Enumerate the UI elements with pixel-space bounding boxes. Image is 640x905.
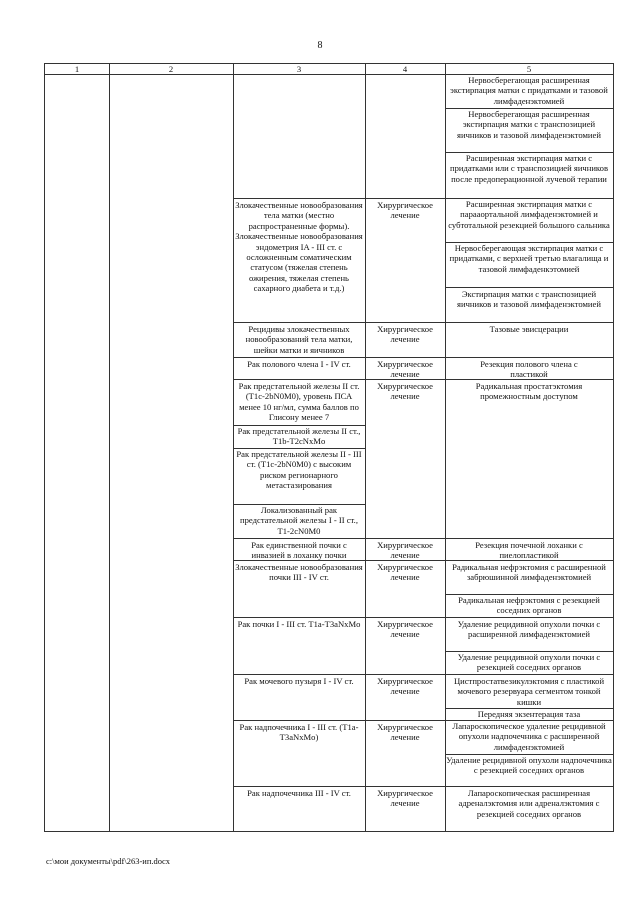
diagnosis-cell: Рак почки I - III ст. T1a-T3aNxMo: [237, 619, 361, 629]
document-path: c:\мои документы\pdf\263-ип.docx: [46, 856, 171, 866]
procedure-cell: Резекция почечной лоханки с пиелопластикой: [475, 540, 583, 561]
treatment-type-cell: Хирургическое лечение: [377, 788, 433, 809]
treatment-type-cell: Хирургическое лечение: [377, 200, 433, 221]
treatment-type-cell: Хирургическое лечение: [377, 676, 433, 697]
treatment-table: [44, 63, 614, 832]
diagnosis-cell: Рак полового члена I - IV ст.: [247, 359, 351, 369]
procedure-cell: Передняя экзентерация таза: [477, 709, 581, 719]
diagnosis-cell: Рак мочевого пузыря I - IV ст.: [244, 676, 354, 686]
row-divider: [233, 357, 613, 358]
row-divider: [233, 322, 613, 323]
procedure-cell: Расширенная экстирпация матки с придатками или с транспозицией яичников после предоперационной лучевой терапии: [449, 153, 609, 184]
procedure-cell: Нервосберегающая расширенная экстирпация матки с придатками и тазовой лимфаденэктомией: [450, 75, 608, 106]
diagnosis-cell: Рак предстательной железы II ст. (T1c-2bN0M0), уровень ПСА менее 10 нг/мл, сумма баллов по Глисону менее 7: [238, 381, 360, 423]
procedure-cell: Нервосберегающая экстирпация матки с придатками, с верхней третью влагалища и тазовой лимфаденкэтомией: [449, 243, 609, 274]
treatment-type-cell: Хирургическое лечение: [377, 619, 433, 640]
diagnosis-cell: Рак единственной почки с инвазией в лоханку почки: [251, 540, 347, 561]
treatment-type-cell: Хирургическое лечение: [377, 324, 433, 345]
diagnosis-cell: Локализованный рак предстательной железы I - II ст., T1-2cN0M0: [240, 505, 358, 536]
diagnosis-cell: Рак предстательной железы II ст., T1b-T2cNxMo: [237, 426, 361, 447]
procedure-cell: Радикальная простатэктомия промежностным доступом: [475, 381, 583, 402]
treatment-type-cell: Хирургическое лечение: [377, 562, 433, 583]
procedure-cell: Расширенная экстирпация матки с парааортальной лимфаденэктомией и субтотальной резекцией большого сальника: [448, 199, 610, 230]
diagnosis-cell: Рак надпочечника III - IV ст.: [247, 788, 351, 798]
procedure-cell: Лапароскопическая расширенная адреналэктомия или адреналэктомия с резекцией соседних органов: [458, 788, 600, 819]
treatment-type-cell: Хирургическое лечение: [377, 359, 433, 380]
procedure-cell: Лапароскопическое удаление рецидивной опухоли надпочечника с расширенной лимфаденэктомией: [452, 721, 606, 752]
row-divider: [233, 786, 613, 787]
column-divider: [365, 64, 366, 831]
column-header-5: 5: [526, 64, 532, 74]
column-header-2: 2: [168, 64, 174, 74]
procedure-cell: Резекция полового члена с пластикой: [480, 359, 578, 380]
procedure-cell: Цистпростатвезикулэктомия с пластикой мочевого резервуара сегментом тонкой кишки: [453, 676, 605, 707]
procedure-cell: Удаление рецидивной опухоли надпочечника с резекцией соседних органов: [446, 755, 612, 776]
diagnosis-cell: Рак надпочечника I - III ст. (T1a-T3aNxMo): [239, 722, 359, 743]
procedure-cell: Тазовые эвисцерации: [489, 324, 569, 334]
diagnosis-cell: Злокачественные новообразования тела матки (местно распространенные формы). Злокачественные новообразования эндометрия IA - III ст. с осложненным соматическим статусом (тяжелая степень ожирения, тяжелая степень сахарного диабета и т.д.): [235, 200, 363, 294]
procedure-cell: Удаление рецидивной опухоли почки с резекцией соседних органов: [457, 652, 601, 673]
row-divider: [233, 674, 613, 675]
treatment-type-cell: Хирургическое лечение: [377, 540, 433, 561]
procedure-cell: Нервосберегающая расширенная экстирпация матки с транспозицией яичников и тазовой лимфаденэктомией: [457, 109, 601, 140]
row-divider: [233, 379, 613, 380]
diagnosis-cell: Рецидивы злокачественных новообразований тела матки, шейки матки и яичников: [245, 324, 353, 355]
procedure-cell: Экстирпация матки с транспозицией яичников и тазовой лимфаденэктомией: [457, 289, 601, 310]
column-header-4: 4: [402, 64, 408, 74]
page-number: 8: [317, 40, 323, 51]
column-header-1: 1: [74, 64, 80, 74]
column-divider: [109, 64, 110, 831]
treatment-type-cell: Хирургическое лечение: [377, 381, 433, 402]
procedure-cell: Удаление рецидивной опухоли почки с расширенной лимфаденэктомией: [457, 619, 601, 640]
row-divider: [233, 617, 613, 618]
treatment-type-cell: Хирургическое лечение: [377, 722, 433, 743]
diagnosis-cell: Рак предстательной железы II - III ст. (T1c-2bN0M0) с высоким риском регионарного метастазирования: [236, 449, 362, 491]
row-divider: [233, 560, 613, 561]
row-divider: [445, 287, 613, 288]
procedure-cell: Радикальная нефрэктомия с резекцией соседних органов: [458, 595, 600, 616]
column-header-3: 3: [296, 64, 302, 74]
procedure-cell: Радикальная нефрэктомия с расширенной забрюшинной лимфаденэктомией: [452, 562, 606, 583]
row-divider: [233, 538, 613, 539]
diagnosis-cell: Злокачественные новообразования почки III - IV ст.: [235, 562, 363, 583]
